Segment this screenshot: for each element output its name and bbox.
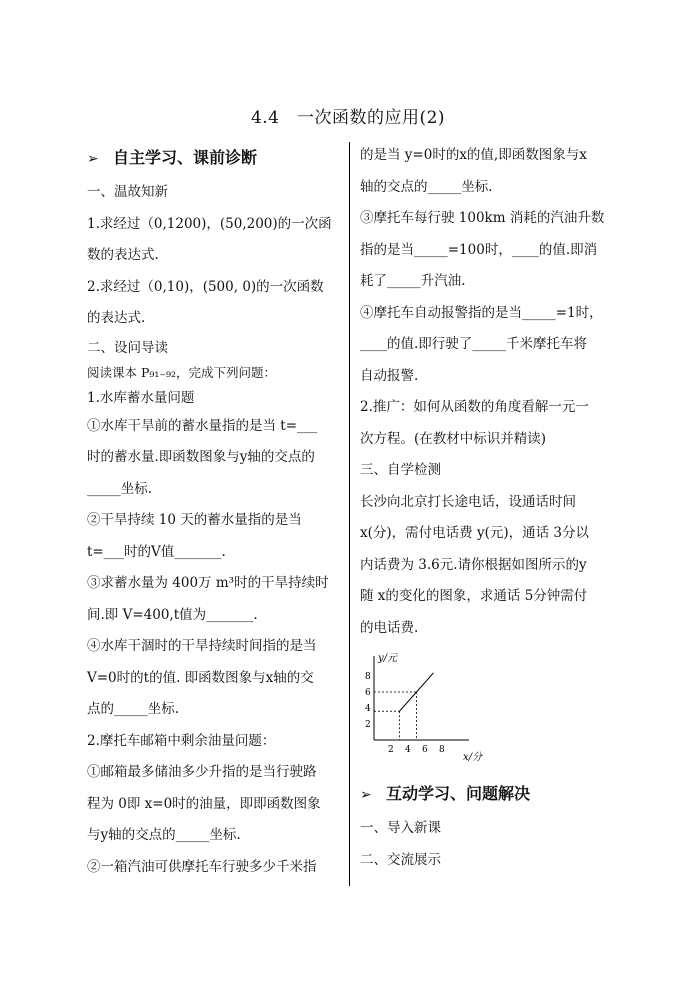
arrow-bullet-icon: ➢ xyxy=(87,151,99,167)
column-divider xyxy=(349,142,350,886)
y-tick-label: 6 xyxy=(365,688,371,698)
right-column xyxy=(360,140,622,876)
text-line: 1.求经过（0,1200)，(50,200)的一次函 xyxy=(87,215,332,232)
phone-fee-chart xyxy=(360,652,520,762)
text-line: 耗了_____升汽油. xyxy=(360,273,466,289)
text-line: ③求蓄水量为 400万 m³时的干旱持续时 xyxy=(87,575,329,591)
phone-fee-chart-svg xyxy=(360,652,520,762)
text-line: 二、交流展示 xyxy=(360,851,441,868)
x-axis-label: x/分 xyxy=(463,752,483,762)
text-line: 的表达式. xyxy=(87,310,146,326)
text-line: 与y轴的交点的_____坐标. xyxy=(87,827,241,843)
section-heading-text: 互动学习、问题解决 xyxy=(386,784,531,803)
x-tick-label: 2 xyxy=(388,745,394,755)
section-heading-interactive xyxy=(360,776,622,813)
text-line: ③摩托车每行驶 100km 消耗的汽油升数 xyxy=(360,210,605,226)
x-tick-label: 8 xyxy=(439,745,445,755)
text-line: 点的_____坐标. xyxy=(87,701,180,717)
x-tick-label: 4 xyxy=(405,745,411,755)
text-line: 自动报警. xyxy=(360,367,419,384)
text-line: ②一箱汽油可供摩托车行驶多少千米指 xyxy=(87,858,317,875)
text-line: 时的蓄水量.即函数图象与y轴的交点的 xyxy=(87,449,315,465)
text-line: 长沙向北京打长途电话，设通话时间 xyxy=(360,493,576,510)
text-line: t=___时的V值_______. xyxy=(87,543,226,560)
text-line: ①水库干旱前的蓄水量指的是当 t=___ xyxy=(87,417,318,434)
text-line: _____坐标. xyxy=(87,480,153,497)
text-line: 间.即 V=400,t值为_______. xyxy=(87,606,258,623)
text-line: ①邮箱最多储油多少升指的是当行驶路 xyxy=(87,764,317,780)
text-line: ④摩托车自动报警指的是当_____=1时， xyxy=(360,304,603,321)
text-line: 指的是当_____=100时，____的值.即消 xyxy=(360,241,598,258)
y-axis-label: y/元 xyxy=(378,653,398,664)
y-tick-label: 4 xyxy=(365,704,371,714)
left-column xyxy=(87,140,340,883)
text-line: 次方程。(在教材中标识并精读) xyxy=(360,430,547,447)
text-line: 1.水库蓄水量问题 xyxy=(87,389,195,406)
text-line: x(分)，需付电话费 y(元)，通话 3分以 xyxy=(360,525,589,541)
text-line: 程为 0即 x=0时的油量，即即函数图象 xyxy=(87,795,321,812)
arrow-bullet-icon: ➢ xyxy=(360,787,372,803)
text-line: 三、自学检测 xyxy=(360,462,441,478)
text-line: 随 x的变化的图象，求通话 5分钟需付 xyxy=(360,588,588,604)
text-line: 2.求经过（0,10)，(500, 0)的一次函数 xyxy=(87,278,324,295)
text-line: 轴的交点的_____坐标. xyxy=(360,178,493,195)
page-title: 4.4 一次函数的应用(2) xyxy=(250,108,446,128)
x-tick-label: 6 xyxy=(422,745,428,755)
text-line: 一、温故知新 xyxy=(87,184,168,200)
y-tick-label: 2 xyxy=(365,720,371,730)
text-line: 阅读课本 P₉₁₋₉₂，完成下列问题： xyxy=(87,364,277,380)
text-line: 的是当 y=0时的x的值,即函数图象与x xyxy=(360,147,587,163)
text-line: ④水库干涸时的干旱持续时间指的是当 xyxy=(87,638,317,654)
y-tick-label: 8 xyxy=(365,672,371,682)
text-line: ②干旱持续 10 天的蓄水量指的是当 xyxy=(87,512,302,528)
text-line: 2.摩托车邮箱中剩余油量问题： xyxy=(87,732,276,749)
text-line: 2.推广：如何从函数的角度看解一元一 xyxy=(360,399,589,415)
text-line: 二、设问导读 xyxy=(87,339,168,356)
text-line: 一、导入新课 xyxy=(360,820,441,836)
section-heading-self-study xyxy=(87,140,340,177)
text-line: 数的表达式. xyxy=(87,247,159,263)
text-line: ____的值.即行驶了_____千米摩托车将 xyxy=(360,336,588,352)
text-line: V=0时的t的值. 即函数图象与x轴的交 xyxy=(87,669,314,686)
text-line: 内话费为 3.6元.请你根据如图所示的y xyxy=(360,556,587,573)
text-line: 的电话费. xyxy=(360,619,419,636)
section-heading-text: 自主学习、课前诊断 xyxy=(113,148,258,167)
